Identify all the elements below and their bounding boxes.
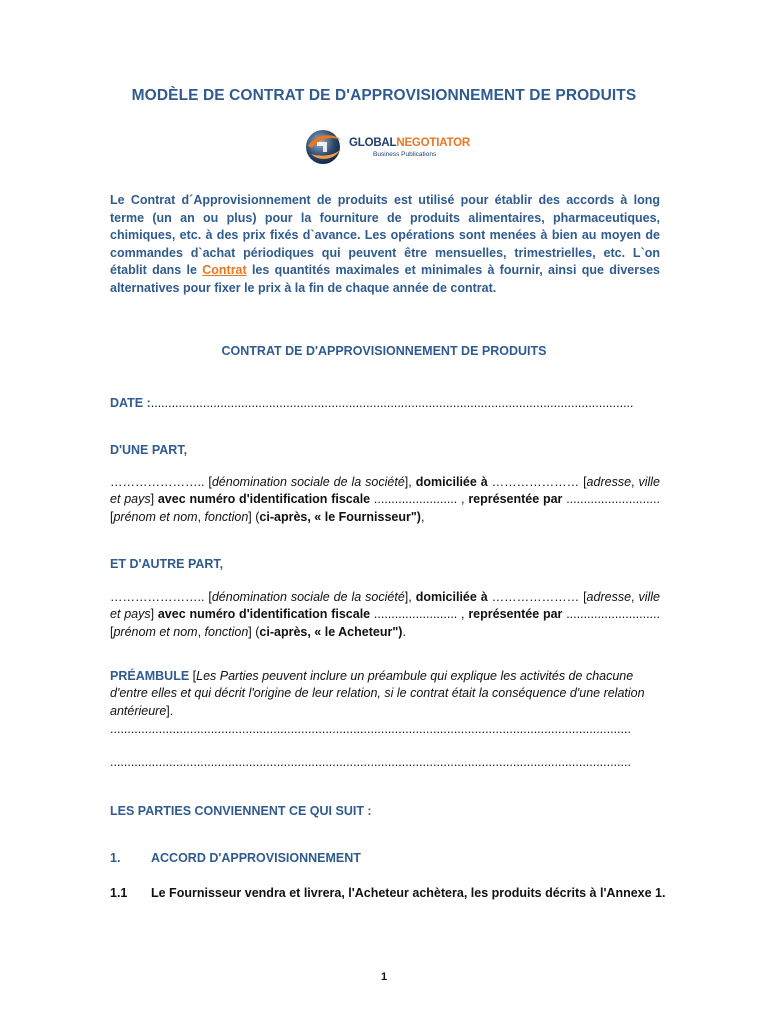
section-1-number: 1. [110, 851, 121, 865]
date-label: DATE :........................................................................................................................................... [110, 396, 634, 410]
section-1-title: ACCORD D'APPROVISIONNEMENT [151, 851, 361, 865]
party1-heading: D'UNE PART, [110, 443, 188, 457]
contrat-link[interactable]: Contrat [202, 263, 247, 278]
global-negotiator-logo [303, 126, 473, 168]
globe-logo-icon [303, 126, 345, 168]
agreement-heading: LES PARTIES CONVIENNENT CE QUI SUIT : [110, 804, 372, 818]
clause-1-1-number: 1.1 [110, 886, 128, 900]
logo-wordmark: GLOBALNEGOTIATOR [349, 137, 470, 149]
document-title: MODÈLE DE CONTRAT DE D'APPROVISIONNEMENT DE PRODUITS [131, 87, 637, 104]
preamble-keyword: PRÉAMBULE [110, 669, 190, 683]
date-dots: ........................................................................................................................................... [150, 396, 634, 410]
preamble-dots-line-2: ...................................................................................................................................................... [110, 755, 631, 769]
contract-heading: CONTRAT DE D'APPROVISIONNEMENT DE PRODUITS [221, 344, 547, 358]
clause-1-1-text: Le Fournisseur vendra et livrera, l'Acheteur achètera, les produits décrits à l'Annexe 1. [151, 886, 666, 900]
preamble-dots-line-1: ...................................................................................................................................................... [110, 722, 631, 736]
page-number: 1 [380, 971, 388, 983]
preamble-paragraph: PRÉAMBULE [Les Parties peuvent inclure un préambule qui explique les activités de chacune d'entre elles et qui décrit l'origine de leur relation, si le contrat était la conséquence d'une relation antérieure]. [110, 669, 645, 718]
party2-heading: ET D'AUTRE PART, [110, 557, 224, 571]
intro-paragraph: Le Contrat d´Approvisionnement de produits est utilisé pour établir des accords à long terme (un an ou plus) pour la fourniture de produits alimentaires, pharmaceutiques, chimiques, etc. à des prix fixés d`avance. Les opérations sont menées à bien au moyen de commandes d`achat périodiques qui peuvent être mensuelles, trimestrielles, etc. L`on établit dans le Contrat les quantités maximales et minimales à fournir, ainsi que diverses alternatives pour fixer le prix à la fin de chaque année de contrat. [110, 193, 660, 295]
logo-subtitle: Business Publications [373, 151, 437, 158]
party2-paragraph: ………………….. [dénomination sociale de la société], domiciliée à ………………… [adresse, ville et pays] avec numéro d'identification fiscale ........................ , représentée par ........................... [prénom et nom, fonction] (ci-après, « le Acheteur"). [110, 590, 660, 639]
party1-paragraph: ………………….. [dénomination sociale de la société], domiciliée à ………………… [adresse, ville et pays] avec numéro d'identification fiscale ........................ , représentée par ........................... [prénom et nom, fonction] (ci-après, « le Fournisseur"), [110, 475, 660, 524]
